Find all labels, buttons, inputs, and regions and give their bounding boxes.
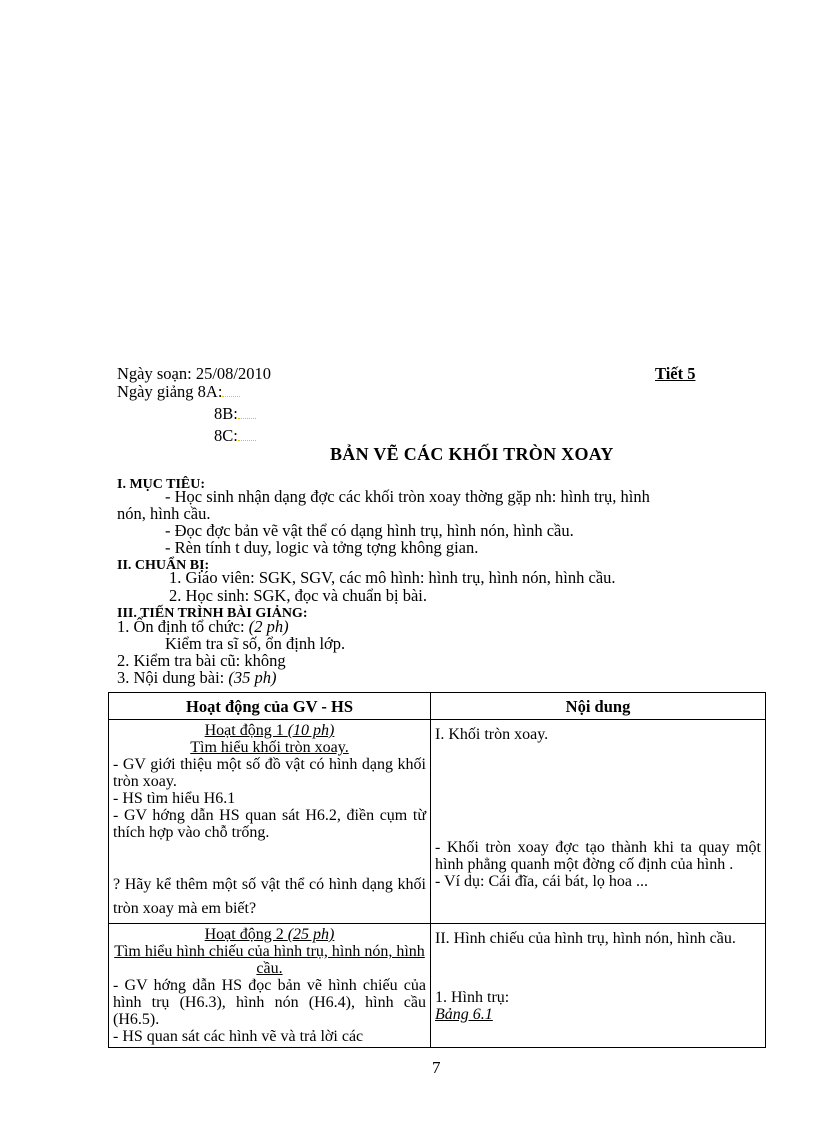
prep-student: 2. Học sinh: SGK, đọc và chuẩn bị bài.: [169, 586, 427, 605]
lesson-table: [108, 692, 766, 1048]
class-8c-label: 8C:: [214, 426, 238, 445]
row1-activity-cell: [109, 720, 431, 924]
objective-2: - Đọc đợc bản vẽ vật thể có dạng hình trụ, hình nón, hình cầu.: [165, 521, 574, 540]
content-2-table-label: Bảng 6.1: [435, 1006, 493, 1023]
activity-1-question: ? Hãy kể thêm một số vật thể có hình dạng khối tròn xoay mà em biết?: [113, 876, 426, 917]
table-row: [109, 924, 766, 1048]
teach-date-8a: [117, 383, 240, 401]
step-2: 2. Kiểm tra bài cũ: không: [117, 651, 286, 670]
objective-1a: - Học sinh nhận dạng đợc các khối tròn xoay thờng gặp nh: hình trụ, hình: [165, 487, 650, 506]
objective-3: - Rèn tính t duy, logic và tởng tợng không gian.: [165, 538, 479, 557]
class-8c: [214, 427, 256, 445]
activity-2-line: - HS quan sát các hình vẽ và trả lời các: [113, 1028, 364, 1045]
activity-2-line: - GV hớng dẫn HS đọc bản vẽ hình chiếu của hình trụ (H6.3), hình nón (H6.4), hình cầu (H6.5).: [113, 977, 426, 1028]
objective-1b: nón, hình cầu.: [117, 504, 211, 523]
step-1-time: (2 ph): [248, 617, 289, 636]
page-number: 7: [432, 1058, 441, 1077]
lesson-title: BẢN VẼ CÁC KHỐI TRÒN XOAY: [330, 444, 614, 464]
table-row: [109, 720, 766, 924]
activity-1-title: [113, 722, 426, 739]
activity-2-time: (25 ph): [287, 926, 335, 943]
step-1-label: 1. Ổn định tổ chức:: [117, 617, 249, 636]
blank-field-8b: [238, 406, 256, 419]
activity-1-line: - GV hớng dẫn HS quan sát H6.2, điền cụm từ thích hợp vào chỗ trống.: [113, 807, 426, 841]
content-2-heading: II. Hình chiếu của hình trụ, hình nón, hình cầu.: [435, 930, 736, 947]
row1-content-cell: [431, 720, 766, 924]
class-8b: [214, 405, 256, 423]
class-8b-label: 8B:: [214, 404, 238, 423]
activity-2-title-text: Hoạt động 2: [204, 926, 288, 943]
col-content-header: Nội dung: [431, 693, 766, 720]
section-1-heading: I. MỤC TIÊU:: [117, 477, 206, 492]
content-1-example: - Ví dụ: Cái đĩa, cái bát, lọ hoa ...: [435, 873, 648, 890]
prep-teacher: 1. Giáo viên: SGK, SGV, các mô hình: hình trụ, hình nón, hình cầu.: [169, 568, 616, 587]
activity-1-time: (10 ph): [287, 722, 335, 739]
activity-1-title-text: Hoạt động 1: [204, 722, 288, 739]
table-header-row: [109, 693, 766, 720]
content-1-heading: I. Khối tròn xoay.: [435, 726, 549, 743]
prep-date: Ngày soạn: 25/08/2010: [117, 364, 271, 383]
section-2-heading: II. CHUẨN BỊ:: [117, 558, 210, 573]
section-3-heading: III. TIẾN TRÌNH BÀI GIẢNG:: [117, 606, 308, 621]
content-2-subheading: 1. Hình trụ:: [435, 989, 510, 1006]
period-label: Tiết 5: [655, 364, 696, 383]
teach-date-8a-label: Ngày giảng 8A:: [117, 382, 223, 401]
activity-1-subtitle: Tìm hiểu khối tròn xoay.: [190, 739, 349, 756]
activity-2-title: [113, 926, 426, 943]
activity-1-line: - GV giới thiệu một số đồ vật có hình dạng khối tròn xoay.: [113, 756, 426, 790]
step-3: [117, 669, 277, 687]
blank-field-8c: [238, 428, 256, 441]
col-activity-header: Hoạt động của GV - HS: [109, 693, 431, 720]
activity-1-line: - HS tìm hiểu H6.1: [113, 790, 236, 807]
step-1-detail: Kiểm tra sĩ số, ổn định lớp.: [165, 634, 346, 653]
activity-2-subtitle: Tìm hiểu hình chiếu của hình trụ, hình nón, hình cầu.: [114, 943, 425, 977]
blank-field-8a: [222, 384, 240, 397]
row2-content-cell: [431, 924, 766, 1048]
content-1-definition: - Khối tròn xoay đợc tạo thành khi ta quay một hình phẳng quanh một đờng cố định của hình .: [435, 839, 761, 873]
step-3-time: (35 ph): [228, 668, 277, 687]
row2-activity-cell: [109, 924, 431, 1048]
step-3-label: 3. Nội dung bài:: [117, 668, 229, 687]
